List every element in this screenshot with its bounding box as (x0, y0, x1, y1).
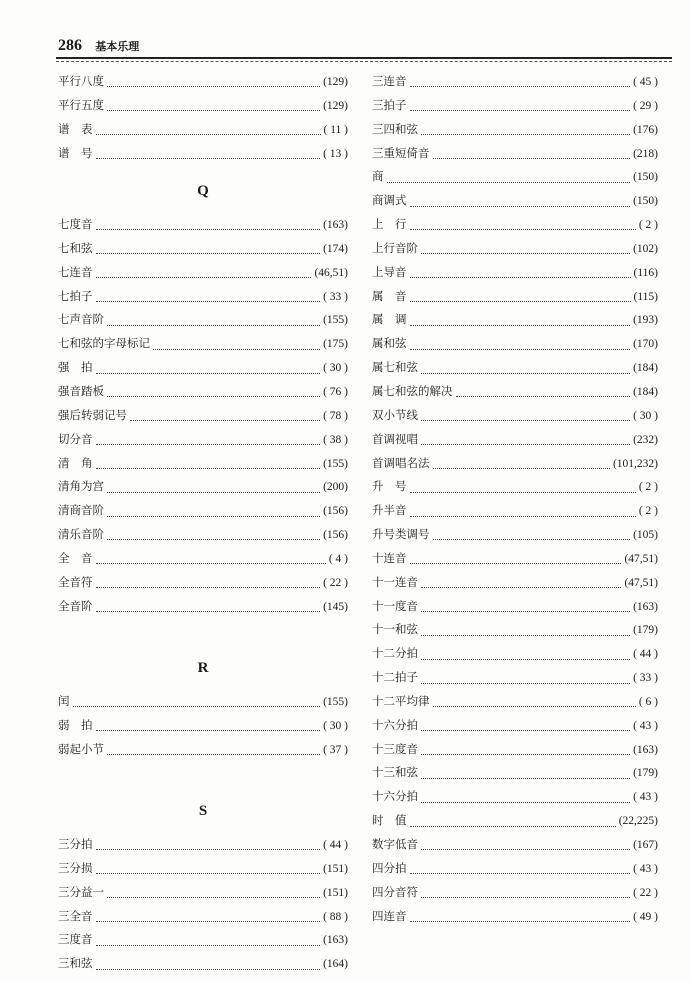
index-entry (58, 931, 348, 955)
leader-dots (96, 301, 321, 302)
leader-dots (107, 516, 320, 517)
leader-dots (96, 373, 321, 374)
entry-page: ( 43 ) (633, 791, 658, 804)
leader-dots (96, 253, 321, 254)
entry-term: 七和弦的字母标记 (58, 336, 150, 351)
index-entry (372, 240, 658, 264)
leader-dots (73, 706, 321, 707)
entry-term: 全音阶 (58, 598, 93, 613)
entry-term: 升号类调号 (372, 527, 430, 542)
entry-term: 三拍子 (372, 97, 407, 112)
leader-dots (410, 301, 631, 302)
leader-dots (421, 754, 630, 755)
index-entry (372, 645, 658, 669)
entry-term: 四分音符 (372, 884, 418, 899)
leader-dots (421, 683, 630, 684)
entry-page: (47,51) (624, 576, 658, 589)
entry-term: 强音踏板 (58, 383, 104, 398)
index-entry (372, 860, 658, 884)
index-entry (58, 908, 348, 932)
entry-page: ( 22 ) (633, 886, 658, 899)
index-entry (372, 478, 658, 502)
leader-dots (433, 158, 631, 159)
entry-page: (156) (323, 505, 348, 518)
entry-term: 三重短倚音 (372, 145, 430, 160)
entry-page: (164) (323, 958, 348, 971)
leader-dots (96, 873, 321, 874)
index-entry (372, 741, 658, 765)
entry-term: 四连音 (372, 908, 407, 923)
entry-term: 七拍子 (58, 288, 93, 303)
index-entry (58, 455, 348, 479)
entry-term: 升 号 (372, 479, 407, 494)
entry-term: 时 值 (372, 813, 407, 828)
entry-page: (129) (323, 99, 348, 112)
index-entry (372, 97, 658, 121)
index-entry (372, 311, 658, 335)
entry-term: 上 行 (372, 217, 407, 232)
entry-term: 清角为宫 (58, 479, 104, 494)
index-entry (58, 264, 348, 288)
entry-page: (163) (323, 219, 348, 232)
index-entry (372, 693, 658, 717)
spacer (58, 764, 348, 788)
entry-page: (193) (633, 314, 658, 327)
leader-dots (153, 349, 320, 350)
leader-dots (433, 706, 636, 707)
index-entry (372, 431, 658, 455)
index-entry (372, 216, 658, 240)
entry-page: ( 30 ) (633, 409, 658, 422)
header-rule (56, 57, 672, 59)
entry-page: ( 13 ) (323, 147, 348, 160)
entry-term: 十连音 (372, 550, 407, 565)
leader-dots (410, 206, 631, 207)
entry-term: 属七和弦的解决 (372, 383, 453, 398)
entry-term: 七声音阶 (58, 312, 104, 327)
entry-page: ( 11 ) (323, 123, 348, 136)
index-column-right (372, 73, 658, 931)
index-entry (372, 574, 658, 598)
index-entry (372, 598, 658, 622)
entry-page: (150) (633, 171, 658, 184)
index-entry (58, 955, 348, 979)
index-entry (372, 359, 658, 383)
index-entry (372, 669, 658, 693)
index-block-s (58, 836, 348, 979)
index-entry (372, 121, 658, 145)
entry-page: (115) (633, 290, 658, 303)
entry-page: (150) (633, 195, 658, 208)
entry-term: 闰 (58, 693, 70, 708)
index-entry (58, 407, 348, 431)
entry-page: ( 76 ) (323, 385, 348, 398)
leader-dots (410, 325, 631, 326)
entry-term: 上导音 (372, 264, 407, 279)
entry-page: (179) (633, 624, 658, 637)
leader-dots (410, 563, 622, 564)
entry-term: 首调唱名法 (372, 455, 430, 470)
entry-term: 十二平均律 (372, 693, 430, 708)
leader-dots (421, 134, 630, 135)
entry-term: 三全音 (58, 908, 93, 923)
entry-page: (175) (323, 338, 348, 351)
entry-term: 三分益一 (58, 884, 104, 899)
index-entry (58, 335, 348, 359)
leader-dots (421, 253, 630, 254)
index-entry (372, 788, 658, 812)
leader-dots (96, 849, 321, 850)
index-entry (58, 550, 348, 574)
index-entry (58, 311, 348, 335)
entry-page: (176) (633, 123, 658, 136)
index-entry (372, 621, 658, 645)
leader-dots (421, 587, 621, 588)
entry-page: (232) (633, 433, 658, 446)
entry-term: 商 (372, 169, 384, 184)
entry-term: 属 调 (372, 312, 407, 327)
leader-dots (421, 802, 630, 803)
entry-page: ( 33 ) (633, 672, 658, 685)
entry-page: ( 33 ) (323, 290, 348, 303)
leader-dots (410, 921, 631, 922)
leader-dots (410, 516, 636, 517)
entry-page: (200) (323, 481, 348, 494)
entry-term: 三连音 (372, 74, 407, 88)
entry-page: ( 78 ) (323, 409, 348, 422)
leader-dots (421, 849, 630, 850)
entry-page: (184) (633, 385, 658, 398)
index-entry (58, 240, 348, 264)
leader-dots (96, 134, 321, 135)
entry-term: 清乐音阶 (58, 527, 104, 542)
index-entry (372, 550, 658, 574)
entry-term: 谱 号 (58, 145, 93, 160)
leader-dots (96, 611, 321, 612)
entry-term: 十二分拍 (372, 646, 418, 661)
index-entry (372, 836, 658, 860)
leader-dots (387, 182, 631, 183)
entry-page: (155) (323, 314, 348, 327)
section-letter-r: R (197, 660, 209, 677)
entry-term: 属七和弦 (372, 360, 418, 375)
index-block-right (372, 73, 658, 931)
leader-dots (410, 826, 616, 827)
entry-page: ( 43 ) (633, 862, 658, 875)
entry-term: 十六分拍 (372, 717, 418, 732)
entry-page: (163) (323, 934, 348, 947)
entry-page: (129) (323, 76, 348, 88)
entry-page: ( 49 ) (633, 910, 658, 923)
leader-dots (410, 86, 631, 87)
leader-dots (96, 969, 321, 970)
leader-dots (96, 945, 321, 946)
entry-term: 上行音阶 (372, 240, 418, 255)
leader-dots (410, 873, 631, 874)
leader-dots (107, 325, 320, 326)
index-entry (58, 717, 348, 741)
entry-term: 十三度音 (372, 741, 418, 756)
leader-dots (410, 277, 631, 278)
entry-term: 平行八度 (58, 74, 104, 88)
entry-term: 三和弦 (58, 956, 93, 971)
index-block-r (58, 693, 348, 765)
entry-page: (218) (633, 147, 658, 160)
leader-dots (96, 158, 321, 159)
index-entry (58, 97, 348, 121)
index-entry (58, 431, 348, 455)
entry-page: ( 4 ) (328, 552, 348, 565)
leader-dots (410, 492, 636, 493)
index-entry (372, 407, 658, 431)
index-entry (58, 526, 348, 550)
entry-term: 强后转弱记号 (58, 407, 127, 422)
index-entry (58, 383, 348, 407)
entry-term: 全 音 (58, 550, 93, 565)
page-number: 286 (58, 37, 82, 54)
entry-page: (22,225) (618, 815, 658, 828)
entry-page: ( 44 ) (323, 839, 348, 851)
index-entry (372, 812, 658, 836)
index-column-left (58, 73, 348, 979)
index-entry (372, 192, 658, 216)
spacer (58, 621, 348, 645)
entry-term: 三分拍 (58, 837, 93, 851)
leader-dots (107, 539, 320, 540)
leader-dots (96, 563, 326, 564)
entry-term: 双小节线 (372, 407, 418, 422)
entry-page: ( 2 ) (638, 505, 658, 518)
index-entry (58, 860, 348, 884)
index-entry (372, 455, 658, 479)
leader-dots (410, 229, 636, 230)
entry-term: 三分损 (58, 860, 93, 875)
entry-page: (105) (633, 529, 658, 542)
leader-dots (421, 730, 630, 731)
entry-page: ( 29 ) (633, 99, 658, 112)
entry-term: 清商音阶 (58, 503, 104, 518)
entry-term: 平行五度 (58, 97, 104, 112)
index-entry (58, 145, 348, 169)
entry-term: 数字低音 (372, 837, 418, 851)
entry-term: 清 角 (58, 455, 93, 470)
entry-page: (155) (323, 457, 348, 470)
index-entry (372, 526, 658, 550)
entry-term: 七和弦 (58, 240, 93, 255)
entry-term: 十一和弦 (372, 622, 418, 637)
index-entry (372, 73, 658, 97)
entry-term: 弱 拍 (58, 717, 93, 732)
entry-page: ( 2 ) (638, 219, 658, 232)
leader-dots (96, 277, 312, 278)
entry-page: (151) (323, 862, 348, 875)
index-entry (58, 216, 348, 240)
leader-dots (107, 754, 320, 755)
leader-dots (456, 396, 631, 397)
index-entry (58, 288, 348, 312)
leader-dots (96, 587, 321, 588)
leader-dots (96, 730, 321, 731)
index-entry (58, 73, 348, 97)
index-entry (58, 693, 348, 717)
leader-dots (421, 611, 630, 612)
index-entry (372, 264, 658, 288)
index-entry (58, 836, 348, 860)
entry-term: 七连音 (58, 264, 93, 279)
entry-page: (184) (633, 362, 658, 375)
entry-term: 属 音 (372, 288, 407, 303)
entry-term: 谱 表 (58, 121, 93, 136)
entry-page: (116) (633, 266, 658, 279)
leader-dots (421, 778, 630, 779)
leader-dots (107, 396, 320, 397)
leader-dots (107, 492, 320, 493)
index-entry (58, 121, 348, 145)
index-entry (372, 288, 658, 312)
entry-term: 四分拍 (372, 860, 407, 875)
index-entry (372, 502, 658, 526)
leader-dots (96, 229, 321, 230)
entry-page: ( 2 ) (638, 481, 658, 494)
entry-page: (46,51) (314, 266, 348, 279)
leader-dots (107, 110, 320, 111)
index-entry (58, 598, 348, 622)
leader-dots (130, 420, 320, 421)
entry-term: 切分音 (58, 431, 93, 446)
entry-term: 三四和弦 (372, 121, 418, 136)
index-entry (372, 908, 658, 932)
entry-term: 升半音 (372, 503, 407, 518)
leader-dots (410, 349, 631, 350)
header-rule-dashed (56, 61, 672, 62)
entry-term: 全音符 (58, 574, 93, 589)
index-entry (58, 478, 348, 502)
entry-term: 十二拍子 (372, 670, 418, 685)
page-header (58, 36, 139, 55)
index-entry (372, 383, 658, 407)
index-entry (58, 884, 348, 908)
entry-page: (163) (633, 600, 658, 613)
entry-term: 弱起小节 (58, 741, 104, 756)
entry-page: ( 44 ) (633, 648, 658, 661)
leader-dots (433, 539, 631, 540)
index-block-q (58, 216, 348, 621)
leader-dots (96, 921, 321, 922)
entry-term: 强 拍 (58, 360, 93, 375)
leader-dots (107, 897, 320, 898)
leader-dots (421, 635, 630, 636)
entry-term: 十一连音 (372, 574, 418, 589)
leader-dots (410, 110, 631, 111)
index-entry (372, 168, 658, 192)
leader-dots (421, 659, 630, 660)
leader-dots (421, 444, 630, 445)
entry-page: (47,51) (624, 552, 658, 565)
entry-page: ( 88 ) (323, 910, 348, 923)
entry-term: 七度音 (58, 217, 93, 232)
entry-term: 十一度音 (372, 598, 418, 613)
leader-dots (421, 897, 630, 898)
entry-page: ( 43 ) (633, 719, 658, 732)
entry-page: ( 30 ) (323, 362, 348, 375)
leader-dots (433, 468, 610, 469)
entry-term: 属和弦 (372, 336, 407, 351)
index-entry (58, 359, 348, 383)
entry-page: (167) (633, 839, 658, 851)
entry-page: (101,232) (612, 457, 658, 470)
entry-page: ( 6 ) (638, 695, 658, 708)
leader-dots (96, 468, 321, 469)
entry-page: (102) (633, 242, 658, 255)
index-entry (372, 145, 658, 169)
entry-page: ( 37 ) (323, 743, 348, 756)
section-letter-q: Q (197, 183, 209, 200)
entry-term: 十六分拍 (372, 789, 418, 804)
leader-dots (421, 420, 630, 421)
entry-term: 十三和弦 (372, 765, 418, 780)
leader-dots (107, 86, 320, 87)
entry-term: 首调视唱 (372, 431, 418, 446)
entry-term: 商调式 (372, 193, 407, 208)
index-entry (372, 884, 658, 908)
index-entry (58, 741, 348, 765)
entry-page: (155) (323, 695, 348, 708)
index-entry (372, 764, 658, 788)
entry-page: (156) (323, 529, 348, 542)
entry-term: 三度音 (58, 932, 93, 947)
entry-page: ( 38 ) (323, 433, 348, 446)
entry-page: (145) (323, 600, 348, 613)
entry-page: ( 45 ) (633, 76, 658, 88)
index-entry (58, 502, 348, 526)
index-entry (372, 335, 658, 359)
entry-page: (151) (323, 886, 348, 899)
leader-dots (96, 444, 321, 445)
entry-page: ( 22 ) (323, 576, 348, 589)
index-entry (58, 574, 348, 598)
leader-dots (421, 373, 630, 374)
section-letter-s: S (198, 803, 208, 820)
entry-page: (179) (633, 767, 658, 780)
entry-page: (163) (633, 743, 658, 756)
entry-page: ( 30 ) (323, 719, 348, 732)
index-block (58, 73, 348, 168)
book-title: 基本乐理 (95, 40, 140, 53)
entry-page: (174) (323, 242, 348, 255)
index-entry (372, 717, 658, 741)
entry-page: (170) (633, 338, 658, 351)
